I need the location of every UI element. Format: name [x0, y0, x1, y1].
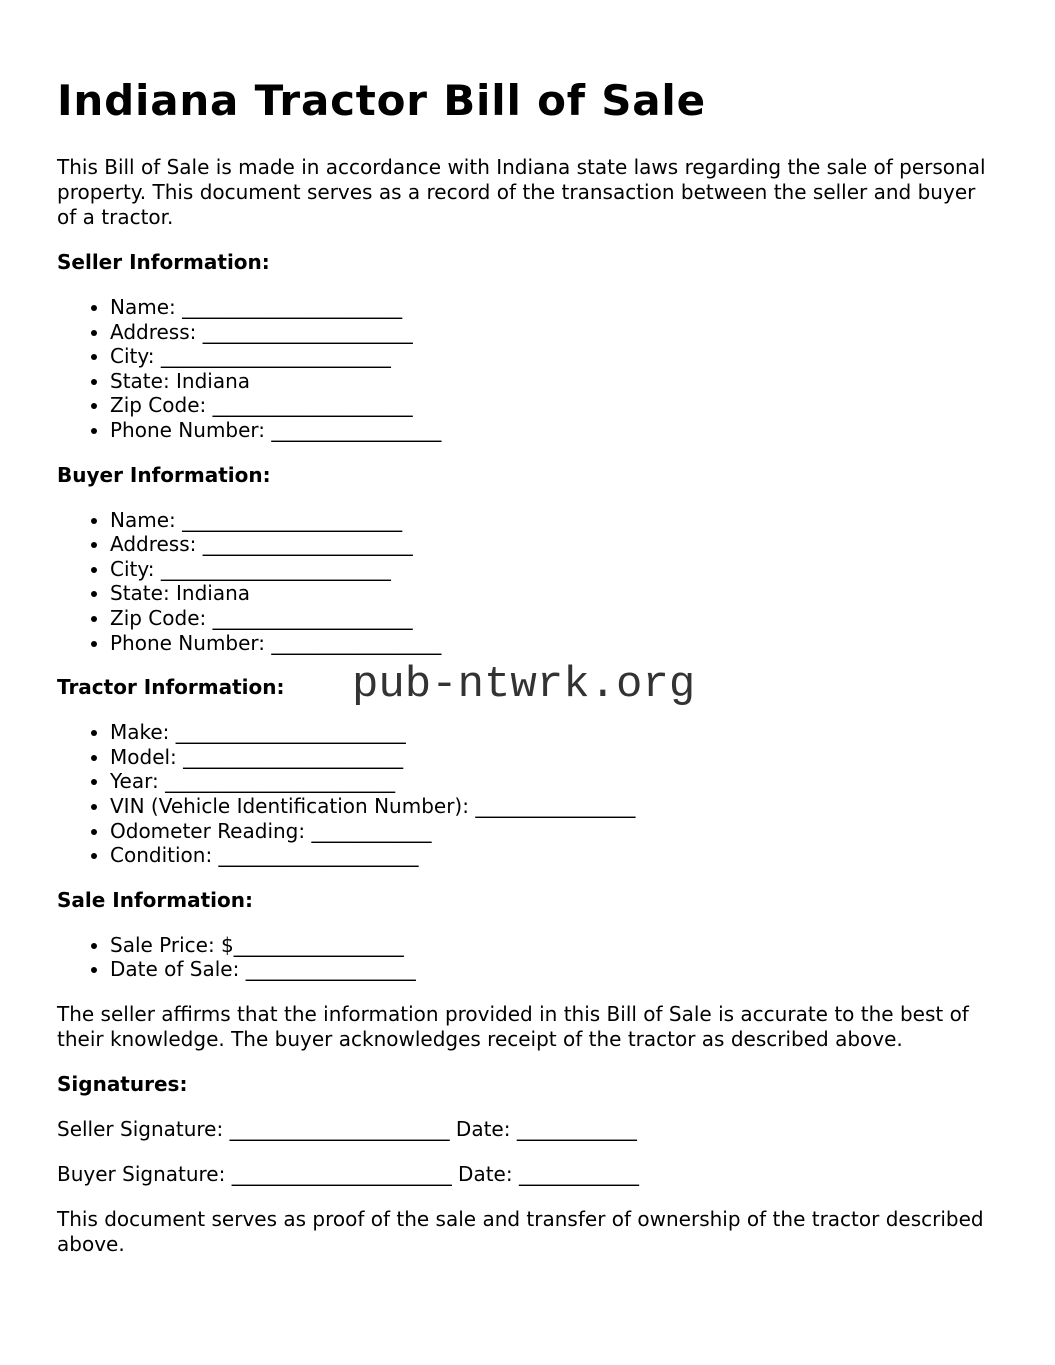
list-item: • Date of Sale: _________________ [110, 957, 997, 982]
list-item: • Year: _______________________ [110, 769, 997, 794]
list-item: • VIN (Vehicle Identification Number): ________________ [110, 794, 997, 819]
affirmation-paragraph: The seller affirms that the information provided in this Bill of Sale is accurate to the best of their knowledge. The buyer acknowledges receipt of the tractor as described above. [57, 1001, 969, 1051]
list-item: • Name: ______________________ [110, 508, 997, 533]
list-item: • Name: ______________________ [110, 295, 997, 320]
list-item: • Sale Price: $_________________ [110, 933, 997, 958]
section-heading-seller-information: Seller Information: [57, 250, 270, 275]
section-heading-signatures: Signatures: [57, 1071, 188, 1096]
list-item: • Address: _____________________ [110, 532, 997, 557]
watermark-text: pub-ntwrk.org [352, 660, 696, 710]
list-item: • Zip Code: ____________________ [110, 393, 997, 418]
section-heading-tractor-information: Tractor Information: [57, 675, 285, 700]
intro-paragraph: This Bill of Sale is made in accordance with Indiana state laws regarding the sale of personal property. This document serves as a record of the transaction between the seller and buyer of a tractor. [57, 155, 986, 230]
list-item: • City: _______________________ [110, 344, 997, 369]
list-item: • Address: _____________________ [110, 320, 997, 345]
list-item: • State: Indiana [110, 369, 997, 394]
list-item: • Phone Number: _________________ [110, 418, 997, 443]
seller-signature-line: Seller Signature: ______________________ Date: ____________ [57, 1116, 637, 1141]
list-item: • City: _______________________ [110, 557, 997, 582]
list-item: • Make: _______________________ [110, 720, 997, 745]
buyer-signature-line: Buyer Signature: ______________________ Date: ____________ [57, 1161, 639, 1186]
closing-paragraph: This document serves as proof of the sale and transfer of ownership of the tractor described above. [57, 1206, 984, 1256]
document-title: Indiana Tractor Bill of Sale [57, 76, 706, 125]
list-item: • Phone Number: _________________ [110, 631, 997, 656]
section-heading-sale-information: Sale Information: [57, 887, 253, 912]
buyer-information-list [57, 508, 997, 656]
tractor-information-list [57, 720, 997, 868]
list-item: • Odometer Reading: ____________ [110, 819, 997, 844]
list-item: • Zip Code: ____________________ [110, 606, 997, 631]
list-item: • Model: ______________________ [110, 745, 997, 770]
seller-information-list [57, 295, 997, 443]
list-item: • State: Indiana [110, 581, 997, 606]
section-heading-buyer-information: Buyer Information: [57, 462, 271, 487]
sale-information-list [57, 933, 997, 982]
list-item: • Condition: ____________________ [110, 843, 997, 868]
